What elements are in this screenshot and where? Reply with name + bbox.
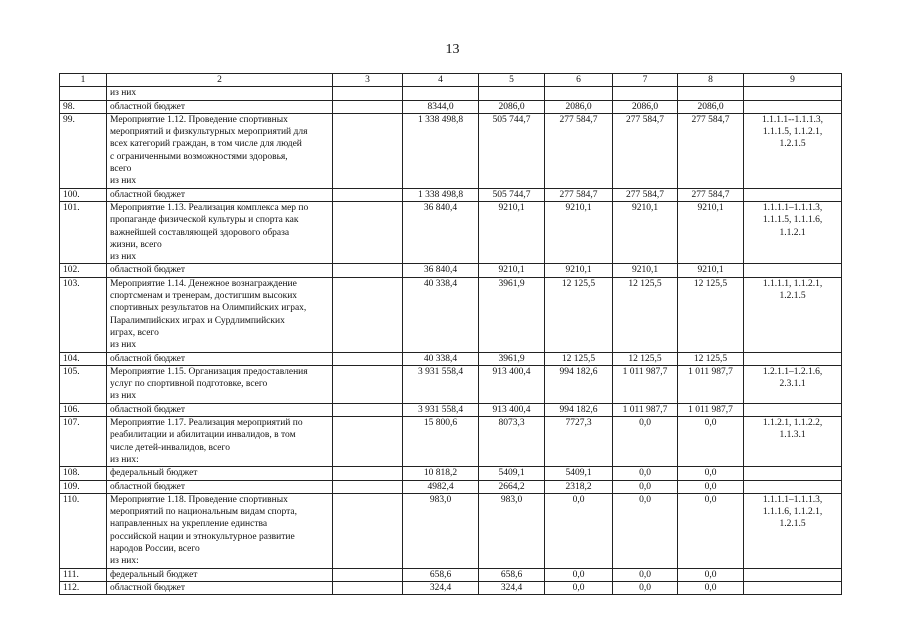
year3-cell <box>613 87 678 100</box>
row-description-line: из них <box>110 252 137 263</box>
year2-cell: 994 182,6 <box>545 365 613 403</box>
total-cell: 40 338,4 <box>403 352 479 365</box>
col3-cell <box>333 417 403 467</box>
header-cell: 8 <box>678 74 744 87</box>
year4-cell: 277 584,7 <box>678 188 744 201</box>
indicator-refs <box>744 467 842 480</box>
row-description-line: федеральный бюджет <box>110 569 198 580</box>
indicator-refs <box>744 581 842 594</box>
row-description-line: всего <box>110 164 132 175</box>
total-cell: 8344,0 <box>403 100 479 113</box>
row-description-line: мероприятий и физкультурных мероприятий для <box>110 127 308 138</box>
header-cell: 7 <box>613 74 678 87</box>
row-number: 98. <box>60 100 107 113</box>
col3-cell <box>333 113 403 188</box>
row-description-line: Мероприятие 1.12. Проведение спортивных <box>110 114 288 125</box>
header-cell: 3 <box>333 74 403 87</box>
year3-cell: 2086,0 <box>613 100 678 113</box>
row-description-line: областной бюджет <box>110 189 186 200</box>
row-description-line: жизни, всего <box>110 239 162 250</box>
col3-cell <box>333 100 403 113</box>
row-description-line: Мероприятие 1.15. Организация предоставления <box>110 366 308 377</box>
table-row <box>60 87 842 100</box>
indicator-refs-line: 1.1.1.1, 1.1.2.1, <box>762 278 823 289</box>
year3-cell: 0,0 <box>613 417 678 467</box>
row-description-line: областной бюджет <box>110 353 186 364</box>
row-description-line: из них: <box>110 454 139 465</box>
year3-cell: 0,0 <box>613 568 678 581</box>
row-number: 105. <box>60 365 107 403</box>
year3-cell: 9210,1 <box>613 264 678 277</box>
year3-cell: 9210,1 <box>613 201 678 263</box>
year3-cell: 1 011 987,7 <box>613 365 678 403</box>
indicator-refs-line: 1.1.1.1--1.1.1.3, <box>762 114 823 125</box>
row-description <box>107 87 333 100</box>
header-row <box>60 74 842 87</box>
table-row <box>60 100 842 113</box>
row-description-line: из них <box>110 176 137 187</box>
year3-cell: 12 125,5 <box>613 352 678 365</box>
year1-cell: 913 400,4 <box>479 403 545 416</box>
total-cell: 1 338 498,8 <box>403 188 479 201</box>
col3-cell <box>333 365 403 403</box>
row-description <box>107 467 333 480</box>
year1-cell <box>479 87 545 100</box>
row-description <box>107 277 333 352</box>
year4-cell: 0,0 <box>678 480 744 493</box>
year2-cell: 0,0 <box>545 581 613 594</box>
year3-cell: 12 125,5 <box>613 277 678 352</box>
year4-cell: 9210,1 <box>678 264 744 277</box>
year1-cell: 505 744,7 <box>479 113 545 188</box>
indicator-refs <box>744 480 842 493</box>
row-description <box>107 480 333 493</box>
year2-cell: 7727,3 <box>545 417 613 467</box>
year3-cell: 0,0 <box>613 467 678 480</box>
year1-cell: 983,0 <box>479 493 545 568</box>
indicator-refs-line: 1.2.1.1–1.2.1.6, <box>762 366 823 377</box>
total-cell: 36 840,4 <box>403 264 479 277</box>
table-row <box>60 264 842 277</box>
table-row <box>60 581 842 594</box>
row-description-line: областной бюджет <box>110 481 186 492</box>
row-number: 99. <box>60 113 107 188</box>
table-row <box>60 352 842 365</box>
row-number: 101. <box>60 201 107 263</box>
year4-cell: 0,0 <box>678 568 744 581</box>
row-description-line: важнейшей составляющей здорового образа <box>110 227 290 238</box>
row-number: 110. <box>60 493 107 568</box>
row-description <box>107 493 333 568</box>
year2-cell: 5409,1 <box>545 467 613 480</box>
year3-cell: 1 011 987,7 <box>613 403 678 416</box>
total-cell: 4982,4 <box>403 480 479 493</box>
indicator-refs-line: 1.1.1.5, 1.1.2.1, <box>762 127 823 138</box>
year4-cell: 0,0 <box>678 417 744 467</box>
row-description-line: народов России, всего <box>110 543 200 554</box>
row-description <box>107 201 333 263</box>
row-number: 107. <box>60 417 107 467</box>
indicator-refs-line: 1.2.1.5 <box>779 519 806 530</box>
indicator-refs-line: 1.2.1.5 <box>779 139 806 150</box>
table-row <box>60 277 842 352</box>
total-cell: 10 818,2 <box>403 467 479 480</box>
total-cell: 658,6 <box>403 568 479 581</box>
year2-cell: 0,0 <box>545 568 613 581</box>
row-description-line: областной бюджет <box>110 101 186 112</box>
header-cell: 6 <box>545 74 613 87</box>
budget-table <box>59 73 842 595</box>
table-row <box>60 188 842 201</box>
indicator-refs-line: 1.1.3.1 <box>779 430 806 441</box>
row-description-line: числе детей-инвалидов, всего <box>110 442 230 453</box>
table-row <box>60 568 842 581</box>
year2-cell: 277 584,7 <box>545 113 613 188</box>
row-description-line: пропаганде физической культуры и спорта как <box>110 215 299 226</box>
total-cell <box>403 87 479 100</box>
year1-cell: 324,4 <box>479 581 545 594</box>
year4-cell: 2086,0 <box>678 100 744 113</box>
year1-cell: 3961,9 <box>479 352 545 365</box>
row-description <box>107 365 333 403</box>
year2-cell: 12 125,5 <box>545 277 613 352</box>
indicator-refs <box>744 188 842 201</box>
indicator-refs <box>744 417 842 467</box>
row-description <box>107 100 333 113</box>
row-number: 102. <box>60 264 107 277</box>
row-description-line: направленных на укрепление единства <box>110 519 268 530</box>
row-description-line: областной бюджет <box>110 404 186 415</box>
year2-cell: 0,0 <box>545 493 613 568</box>
row-description <box>107 188 333 201</box>
year4-cell: 1 011 987,7 <box>678 403 744 416</box>
indicator-refs-line: 1.1.1.1–1.1.1.3, <box>762 494 823 505</box>
year1-cell: 9210,1 <box>479 201 545 263</box>
total-cell: 3 931 558,4 <box>403 403 479 416</box>
year1-cell: 2664,2 <box>479 480 545 493</box>
row-description-line: из них: <box>110 556 139 567</box>
table-row <box>60 365 842 403</box>
row-number: 111. <box>60 568 107 581</box>
col3-cell <box>333 352 403 365</box>
indicator-refs <box>744 87 842 100</box>
indicator-refs-line: 2.3.1.1 <box>779 379 806 390</box>
year4-cell: 0,0 <box>678 493 744 568</box>
page-number: 13 <box>445 42 460 57</box>
year2-cell: 2086,0 <box>545 100 613 113</box>
total-cell: 324,4 <box>403 581 479 594</box>
table-row <box>60 417 842 467</box>
total-cell: 36 840,4 <box>403 201 479 263</box>
col3-cell <box>333 201 403 263</box>
year2-cell: 9210,1 <box>545 201 613 263</box>
year4-cell: 0,0 <box>678 581 744 594</box>
year1-cell: 505 744,7 <box>479 188 545 201</box>
total-cell: 15 800,6 <box>403 417 479 467</box>
row-number: 103. <box>60 277 107 352</box>
year2-cell: 277 584,7 <box>545 188 613 201</box>
header-cell: 1 <box>60 74 107 87</box>
row-description-line: играх, всего <box>110 327 159 338</box>
row-description-line: областной бюджет <box>110 582 186 593</box>
indicator-refs <box>744 493 842 568</box>
total-cell: 983,0 <box>403 493 479 568</box>
year3-cell: 0,0 <box>613 480 678 493</box>
indicator-refs <box>744 113 842 188</box>
year1-cell: 2086,0 <box>479 100 545 113</box>
col3-cell <box>333 87 403 100</box>
table-row <box>60 403 842 416</box>
year2-cell: 9210,1 <box>545 264 613 277</box>
col3-cell <box>333 480 403 493</box>
table-row <box>60 201 842 263</box>
indicator-refs-line: 1.1.2.1, 1.1.2.2, <box>762 418 823 429</box>
year2-cell <box>545 87 613 100</box>
row-description <box>107 568 333 581</box>
header-cell: 5 <box>479 74 545 87</box>
indicator-refs <box>744 100 842 113</box>
col3-cell <box>333 277 403 352</box>
col3-cell <box>333 188 403 201</box>
row-description-line: всех категорий граждан, в том числе для людей <box>110 139 302 150</box>
row-description <box>107 264 333 277</box>
indicator-refs-line: 1.1.1.5, 1.1.1.6, <box>762 215 823 226</box>
row-number: 109. <box>60 480 107 493</box>
year1-cell: 3961,9 <box>479 277 545 352</box>
row-description-line: из них <box>110 391 137 402</box>
total-cell: 40 338,4 <box>403 277 479 352</box>
col3-cell <box>333 403 403 416</box>
row-number: 112. <box>60 581 107 594</box>
row-description-line: Мероприятие 1.17. Реализация мероприятий по <box>110 418 303 429</box>
row-number: 100. <box>60 188 107 201</box>
col3-cell <box>333 493 403 568</box>
col3-cell <box>333 467 403 480</box>
year4-cell: 12 125,5 <box>678 277 744 352</box>
row-description-line: спортивных результатов на Олимпийских играх, <box>110 303 307 314</box>
total-cell: 3 931 558,4 <box>403 365 479 403</box>
row-description-line: реабилитации и абилитации инвалидов, в том <box>110 430 296 441</box>
table-row <box>60 480 842 493</box>
year4-cell: 12 125,5 <box>678 352 744 365</box>
year2-cell: 994 182,6 <box>545 403 613 416</box>
indicator-refs-line: 1.1.1.6, 1.1.2.1, <box>762 507 823 518</box>
indicator-refs <box>744 403 842 416</box>
row-description-line: российской нации и этнокультурное развитие <box>110 531 295 542</box>
col3-cell <box>333 581 403 594</box>
row-description-line: из них <box>110 88 137 99</box>
indicator-refs-line: 1.1.1.1–1.1.1.3, <box>762 202 823 213</box>
year4-cell: 9210,1 <box>678 201 744 263</box>
year2-cell: 2318,2 <box>545 480 613 493</box>
col3-cell <box>333 264 403 277</box>
row-description <box>107 352 333 365</box>
indicator-refs <box>744 365 842 403</box>
table-row <box>60 493 842 568</box>
row-description-line: услуг по спортивной подготовке, всего <box>110 379 268 390</box>
indicator-refs <box>744 201 842 263</box>
indicator-refs-line: 1.1.2.1 <box>779 227 806 238</box>
year3-cell: 277 584,7 <box>613 113 678 188</box>
row-description <box>107 417 333 467</box>
year3-cell: 277 584,7 <box>613 188 678 201</box>
year4-cell: 0,0 <box>678 467 744 480</box>
row-description-line: Мероприятие 1.14. Денежное вознаграждение <box>110 278 297 289</box>
row-description-line: Мероприятие 1.13. Реализация комплекса мер по <box>110 202 309 213</box>
year3-cell: 0,0 <box>613 493 678 568</box>
indicator-refs <box>744 568 842 581</box>
year1-cell: 5409,1 <box>479 467 545 480</box>
row-description-line: федеральный бюджет <box>110 468 198 479</box>
total-cell: 1 338 498,8 <box>403 113 479 188</box>
year2-cell: 12 125,5 <box>545 352 613 365</box>
row-description <box>107 581 333 594</box>
row-description-line: мероприятий по национальным видам спорта, <box>110 507 297 518</box>
table-row <box>60 467 842 480</box>
indicator-refs <box>744 277 842 352</box>
year4-cell: 1 011 987,7 <box>678 365 744 403</box>
indicator-refs <box>744 264 842 277</box>
indicator-refs <box>744 352 842 365</box>
table-row <box>60 113 842 188</box>
row-description-line: Мероприятие 1.18. Проведение спортивных <box>110 494 288 505</box>
year1-cell: 9210,1 <box>479 264 545 277</box>
row-description <box>107 113 333 188</box>
row-description-line: с ограниченными возможностями здоровья, <box>110 151 288 162</box>
row-description <box>107 403 333 416</box>
header-cell: 9 <box>744 74 842 87</box>
row-number: 108. <box>60 467 107 480</box>
header-cell: 4 <box>403 74 479 87</box>
row-description-line: областной бюджет <box>110 265 186 276</box>
year3-cell: 0,0 <box>613 581 678 594</box>
year1-cell: 913 400,4 <box>479 365 545 403</box>
year1-cell: 8073,3 <box>479 417 545 467</box>
year4-cell: 277 584,7 <box>678 113 744 188</box>
col3-cell <box>333 568 403 581</box>
year1-cell: 658,6 <box>479 568 545 581</box>
indicator-refs-line: 1.2.1.5 <box>779 291 806 302</box>
row-description-line: спортсменам и тренерам, достигшим высоких <box>110 291 298 302</box>
row-number: 104. <box>60 352 107 365</box>
row-description-line: из них <box>110 340 137 351</box>
row-number: 106. <box>60 403 107 416</box>
row-number <box>60 87 107 100</box>
header-cell: 2 <box>107 74 333 87</box>
row-description-line: Паралимпийских играх и Сурдлимпийских <box>110 315 285 326</box>
year4-cell <box>678 87 744 100</box>
